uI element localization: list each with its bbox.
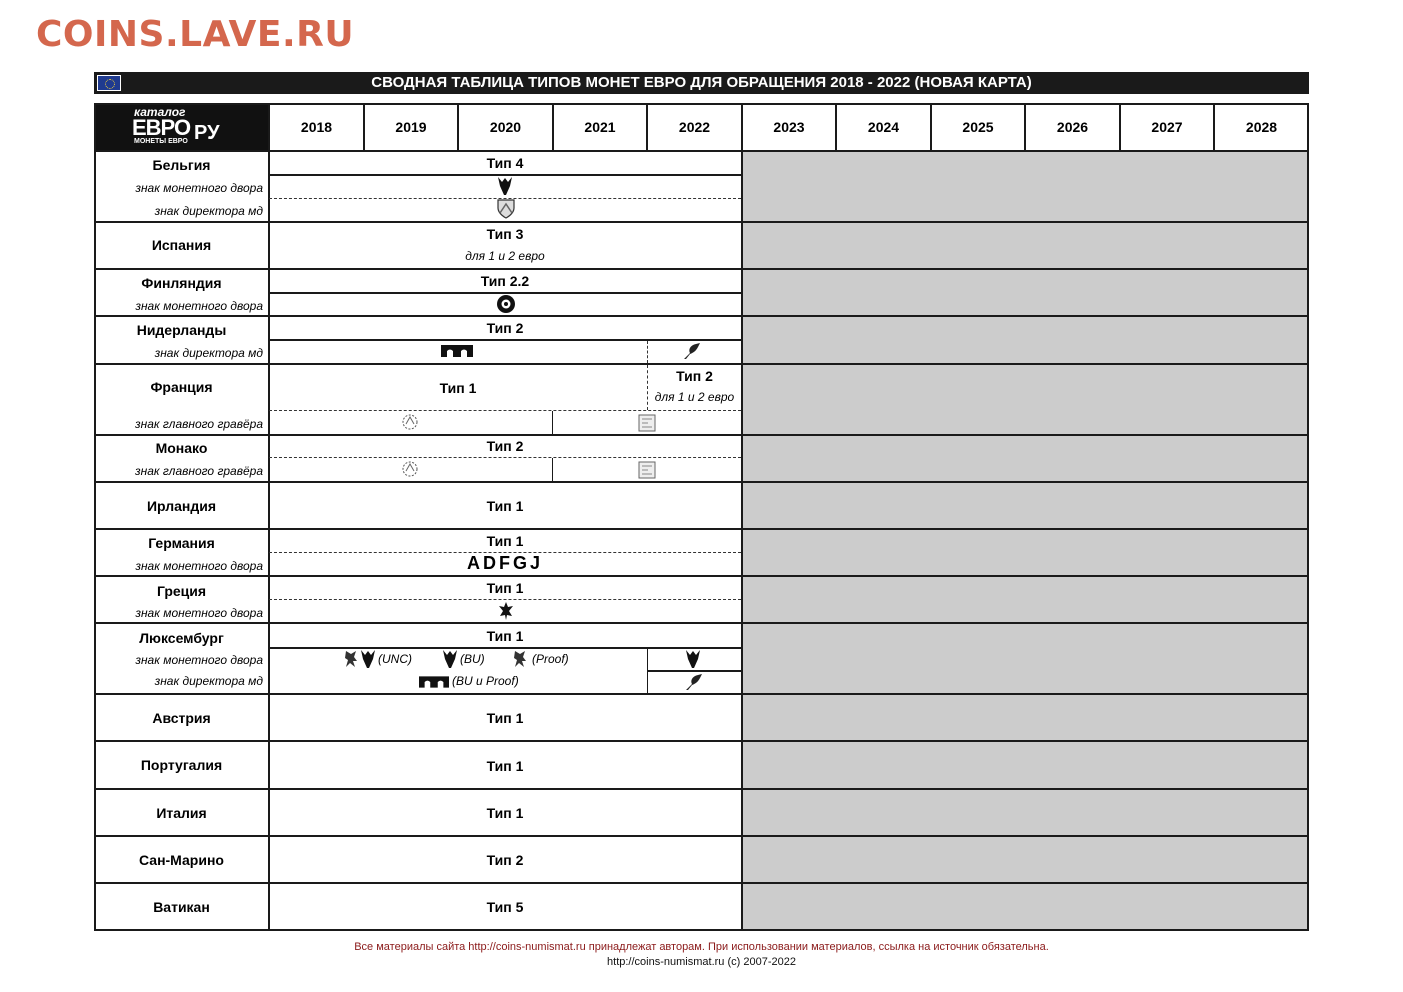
country-germany: Германия	[148, 535, 215, 551]
france-type-1: Тип 1	[439, 380, 477, 396]
germany-type: Тип 1	[486, 533, 524, 549]
year-header: 2020	[489, 119, 522, 135]
luxembourg-type: Тип 1	[486, 628, 524, 644]
lion-head-mint-icon	[496, 294, 516, 314]
country-greece: Греция	[156, 583, 207, 599]
france-engraver-mark-label: знак главного гравёра	[135, 417, 263, 431]
bridge-director-icon	[441, 345, 473, 357]
country-luxembourg: Люксембург	[139, 630, 224, 646]
monaco-engraver-mark-2-icon	[638, 461, 656, 479]
country-finland: Финляндия	[141, 275, 222, 291]
bird-director-icon	[682, 341, 702, 361]
italy-type: Тип 1	[486, 805, 524, 821]
monaco-engraver-mark-1-icon	[400, 459, 420, 479]
country-belgium: Бельгия	[152, 157, 211, 173]
footer-site: http://coins-numismat.ru (c) 2007-2022	[607, 956, 796, 968]
vatican-type: Тип 5	[486, 899, 524, 915]
catalog-logo: каталог ЕВРО РУ МОНЕТЫ ЕВРО	[94, 103, 269, 151]
engraver-mark-2-icon	[638, 414, 656, 432]
greece-type: Тип 1	[486, 580, 524, 596]
country-san-marino: Сан-Марино	[139, 852, 224, 868]
netherlands-director-mark-label: знак директора мд	[154, 346, 263, 360]
year-header: 2027	[1151, 119, 1183, 135]
spain-type: Тип 3	[486, 226, 524, 242]
country-portugal: Португалия	[140, 757, 223, 773]
germany-mint-letters: ADFGJ	[466, 553, 543, 573]
belgium-mint-mark-label: знак монетного двора	[135, 181, 263, 195]
year-header: 2018	[300, 119, 333, 135]
san-marino-type: Тип 2	[486, 852, 524, 868]
palmette-mint-icon	[498, 601, 514, 621]
luxembourg-mint-mark-label: знак монетного двора	[135, 653, 263, 667]
year-header: 2021	[584, 119, 616, 135]
watermark: COINS.LAVE.RU	[36, 14, 355, 55]
ireland-type: Тип 1	[486, 498, 524, 514]
year-header: 2025	[962, 119, 994, 135]
eu-flag-icon	[97, 75, 121, 91]
netherlands-type: Тип 2	[486, 320, 524, 336]
luxembourg-bu-label: (BU)	[460, 652, 485, 666]
finland-mint-mark-label: знак монетного двора	[135, 299, 263, 313]
luxembourg-unc-label: (UNC)	[378, 652, 412, 666]
bridge-director-icon	[419, 676, 449, 688]
country-ireland: Ирландия	[146, 498, 217, 514]
country-netherlands: Нидерланды	[136, 322, 227, 338]
lion-mint-icon	[343, 649, 359, 669]
country-italy: Италия	[156, 805, 207, 821]
table-title: СВОДНАЯ ТАБЛИЦА ТИПОВ МОНЕТ ЕВРО ДЛЯ ОБРАЩЕНИЯ 2018 - 2022 (НОВАЯ КАРТА)	[371, 74, 1032, 91]
luxembourg-proof-label: (Proof)	[532, 652, 569, 666]
year-header: 2023	[773, 119, 805, 135]
archangel-mint-icon	[360, 649, 376, 669]
shield-director-icon	[497, 199, 515, 219]
monaco-engraver-mark-label: знак главного гравёра	[135, 464, 263, 478]
country-france: Франция	[150, 379, 213, 395]
germany-mint-mark-label: знак монетного двора	[135, 559, 263, 573]
archangel-mint-icon	[442, 649, 458, 669]
engraver-mark-1-icon	[400, 412, 420, 432]
year-header: 2024	[867, 119, 900, 135]
spain-note: для 1 и 2 евро	[465, 249, 545, 263]
belgium-director-mark-label: знак директора мд	[154, 204, 263, 218]
luxembourg-director-mark-label: знак директора мд	[154, 674, 263, 688]
austria-type: Тип 1	[486, 710, 524, 726]
country-austria: Австрия	[152, 710, 211, 726]
luxembourg-bu-proof-label: (BU и Proof)	[452, 674, 519, 688]
france-type-2-note: для 1 и 2 евро	[654, 390, 735, 404]
greece-mint-mark-label: знак монетного двора	[135, 606, 263, 620]
coin-types-table	[94, 103, 1309, 931]
table-title-bar	[94, 72, 1309, 94]
year-header: 2022	[678, 119, 711, 135]
footer-copyright: Все материалы сайта http://coins-numismat.ru принадлежат авторам. При использовании материалов, ссылка на источник обязательна.	[354, 941, 1049, 953]
archangel-mint-icon	[497, 176, 513, 196]
year-header: 2019	[395, 119, 427, 135]
monaco-type: Тип 2	[486, 438, 524, 454]
belgium-type: Тип 4	[486, 155, 524, 171]
portugal-type: Тип 1	[486, 758, 524, 774]
archangel-mint-icon	[685, 649, 701, 669]
year-header: 2026	[1056, 119, 1089, 135]
country-vatican: Ватикан	[153, 899, 210, 915]
country-monaco: Монако	[155, 440, 208, 456]
france-type-2: Тип 2	[676, 368, 713, 384]
lion-mint-icon	[512, 649, 528, 669]
country-spain: Испания	[151, 237, 212, 253]
bird-director-icon	[684, 672, 704, 692]
finland-type: Тип 2.2	[480, 273, 530, 289]
year-header: 2028	[1245, 119, 1278, 135]
